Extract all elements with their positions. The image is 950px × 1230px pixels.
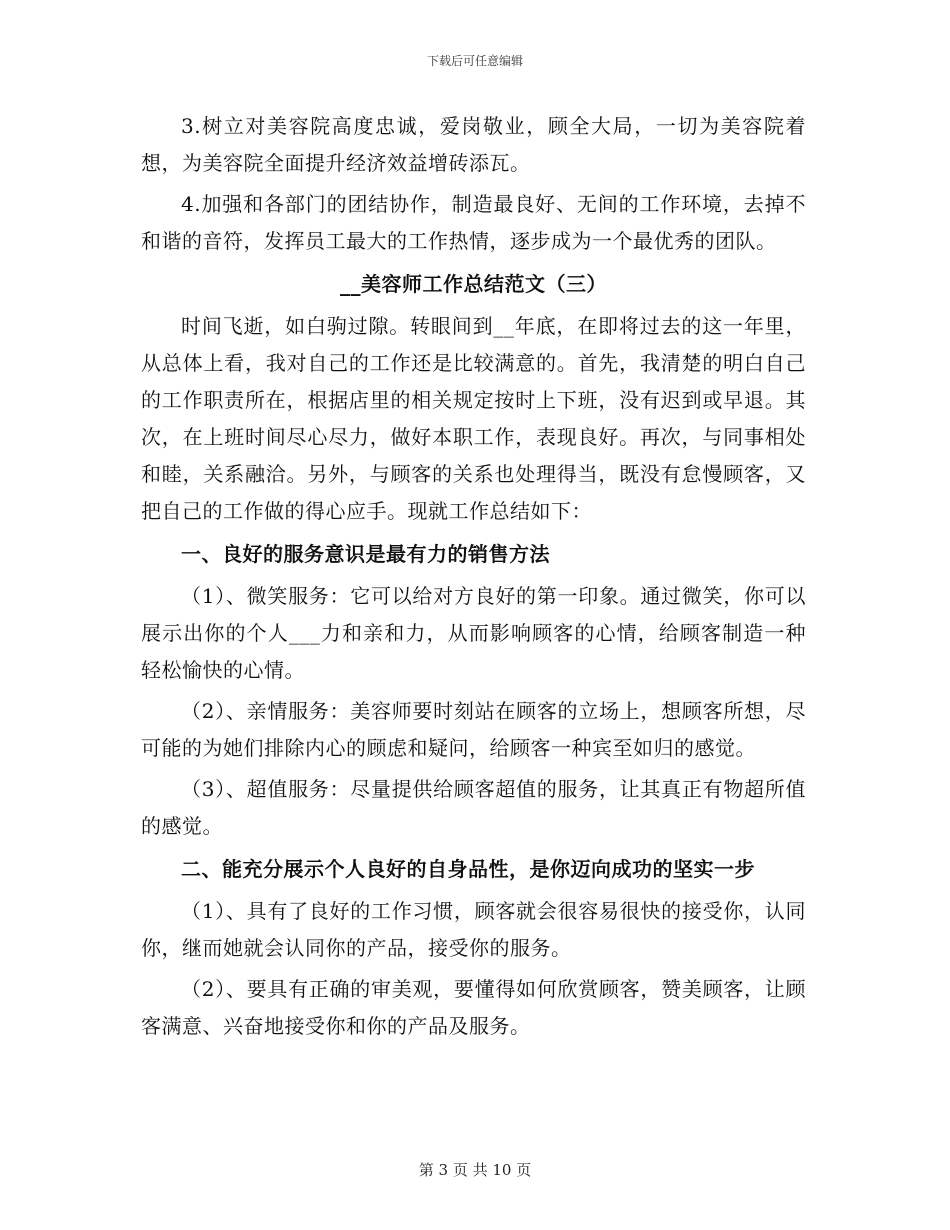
section-2-heading: 二、能充分展示个人良好的自身品性，是你迈向成功的坚实一步 — [181, 857, 755, 881]
document-title: __美容师工作总结范文（三） — [340, 272, 607, 296]
document-body — [141, 108, 806, 1049]
page-header: 下载后可任意编辑 — [426, 54, 523, 68]
page-number: 第 3 页 共 10 页 — [418, 1161, 532, 1179]
section-1-item: （3）、超值服务：尽量提供给顾客超值的服务，让其真正有物超所值的感觉。 — [141, 777, 806, 838]
section-1-item: （1）、微笑服务：它可以给对方良好的第一印象。通过微笑，你可以展示出你的个人___力和亲和力，从而影响顾客的心情，给顾客制造一种轻松愉快的心情。 — [141, 584, 806, 682]
intro-item-4: 4.加强和各部门的团结协作，制造最良好、无间的工作环境，去掉不和谐的音符，发挥员工最大的工作热情，逐步成为一个最优秀的团队。 — [141, 192, 806, 253]
intro-item-3: 3.树立对美容院高度忠诚，爱岗敬业，顾全大局，一切为美容院着想，为美容院全面提升经济效益增砖添瓦。 — [141, 114, 806, 175]
section-2-item: （2）、要具有正确的审美观，要懂得如何欣赏顾客，赞美顾客，让顾客满意、兴奋地接受你和你的产品及服务。 — [141, 977, 806, 1038]
opening-paragraph: 时间飞逝，如白驹过隙。转眼间到__年底，在即将过去的这一年里，从总体上看，我对自己的工作还是比较满意的。首先，我清楚的明白自己的工作职责所在，根据店里的相关规定按时上下班，没有迟到或早退。其次，在上班时间尽心尽力，做好本职工作，表现良好。再次，与同事相处和睦，关系融洽。另外，与顾客的关系也处理得当，既没有怠慢顾客，又把自己的工作做的得心应手。现就工作总结如下： — [141, 314, 806, 523]
section-1-item: （2）、亲情服务：美容师要时刻站在顾客的立场上，想顾客所想，尽可能的为她们排除内心的顾虑和疑问，给顾客一种宾至如归的感觉。 — [141, 699, 806, 760]
section-2-item: （1）、具有了良好的工作习惯，顾客就会很容易很快的接受你，认同你，继而她就会认同你的产品，接受你的服务。 — [141, 899, 806, 960]
section-1-heading: 一、良好的服务意识是最有力的销售方法 — [181, 542, 550, 566]
